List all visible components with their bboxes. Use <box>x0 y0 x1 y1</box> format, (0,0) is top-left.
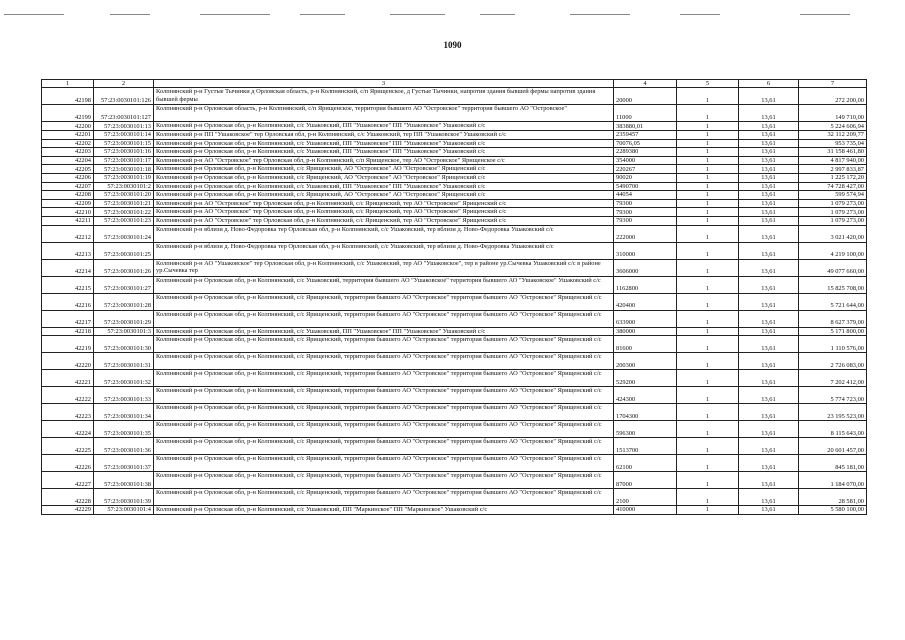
table-row <box>42 293 867 310</box>
cadastral-number: 57:23:0030101:20 <box>94 191 154 200</box>
rate-value: 13,61 <box>739 293 799 310</box>
rate-value: 13,61 <box>739 370 799 387</box>
cost-value: 74 728 427,00 <box>799 182 867 191</box>
cost-value: 5 224 606,94 <box>799 122 867 131</box>
area-value: 44054 <box>614 191 677 200</box>
column-header: 4 <box>614 80 677 88</box>
rate-value: 13,61 <box>739 472 799 489</box>
cadastral-number: 57:23:0030101:32 <box>94 370 154 387</box>
table-row <box>42 199 867 208</box>
area-value: 1513700 <box>614 438 677 455</box>
area-value: 87000 <box>614 472 677 489</box>
location-description: Колпнянский р-н Орловская обл, р-н Колпнянский, с/с Ярищенский, территория бывшего АО "Островское" территория бывшего АО "Островское" Ярищенский с/с <box>154 336 614 353</box>
rate-value: 13,61 <box>739 216 799 225</box>
rate-value: 13,61 <box>739 336 799 353</box>
cost-value: 23 195 523,00 <box>799 404 867 421</box>
cost-value: 7 202 412,00 <box>799 370 867 387</box>
cadastral-number: 57:23:0030101:18 <box>94 165 154 174</box>
location-description: Колпнянский р-н Орловская обл, р-н Колпнянский, с/с Ярищенский, территория бывшего АО "Островское" территория бывшего АО "Островское" Ярищенский с/с <box>154 489 614 506</box>
row-number: 42219 <box>42 336 94 353</box>
row-number: 42225 <box>42 438 94 455</box>
table-row <box>42 156 867 165</box>
count-value: 1 <box>677 276 739 293</box>
table-row <box>42 88 867 105</box>
cost-value: 28 581,00 <box>799 489 867 506</box>
cost-value: 8 627 379,00 <box>799 310 867 327</box>
rate-value: 13,61 <box>739 165 799 174</box>
count-value: 1 <box>677 139 739 148</box>
cadastral-number: 57:23:0030101:15 <box>94 139 154 148</box>
table-row <box>42 139 867 148</box>
cost-value: 149 710,00 <box>799 105 867 122</box>
area-value: 79300 <box>614 199 677 208</box>
location-description: Колпнянский р-н Орловская обл, р-н Колпнянский, с/с Ярищенский, АО "Островское" АО "Островское" Ярищенский с/с <box>154 191 614 200</box>
area-value: 380000 <box>614 327 677 336</box>
area-value: 2359457 <box>614 131 677 140</box>
table-row <box>42 208 867 217</box>
table-row <box>42 421 867 438</box>
row-number: 42212 <box>42 225 94 242</box>
cadastral-number: 57:23:0030101:31 <box>94 353 154 370</box>
cadastral-number: 57:23:0030101:14 <box>94 131 154 140</box>
area-value: 79300 <box>614 216 677 225</box>
rate-value: 13,61 <box>739 139 799 148</box>
row-number: 42210 <box>42 208 94 217</box>
cadastral-number: 57:23:0030101:34 <box>94 404 154 421</box>
row-number: 42205 <box>42 165 94 174</box>
column-header: 2 <box>94 80 154 88</box>
area-value: 2100 <box>614 489 677 506</box>
area-value: 310000 <box>614 242 677 259</box>
rate-value: 13,61 <box>739 199 799 208</box>
rate-value: 13,61 <box>739 455 799 472</box>
table-row <box>42 216 867 225</box>
rate-value: 13,61 <box>739 489 799 506</box>
rate-value: 13,61 <box>739 182 799 191</box>
rate-value: 13,61 <box>739 156 799 165</box>
rate-value: 13,61 <box>739 421 799 438</box>
cost-value: 1 079 273,00 <box>799 208 867 217</box>
row-number: 42220 <box>42 353 94 370</box>
cost-value: 5 580 100,00 <box>799 506 867 515</box>
table-header-row <box>42 80 867 88</box>
rate-value: 13,61 <box>739 105 799 122</box>
location-description: Колпнянский р-н Орловская обл, р-н Колпнянский, с/с Ярищенский, территория бывшего АО "Островское" территория бывшего АО "Островское" Ярищенский с/с <box>154 421 614 438</box>
count-value: 1 <box>677 310 739 327</box>
table-row <box>42 148 867 157</box>
table-row <box>42 105 867 122</box>
area-value: 222000 <box>614 225 677 242</box>
table-row <box>42 336 867 353</box>
area-value: 354000 <box>614 156 677 165</box>
location-description: Колпнянский р-н Орловская область, р-н Колпнянский, с/п Ярищенское, территория бывшего АО "Островское" территория бывшего АО "Островское" <box>154 105 614 122</box>
cost-value: 3 021 420,00 <box>799 225 867 242</box>
area-value: 20000 <box>614 88 677 105</box>
rate-value: 13,61 <box>739 438 799 455</box>
count-value: 1 <box>677 421 739 438</box>
cadastral-number: 57:23:0030101:38 <box>94 472 154 489</box>
table-row <box>42 387 867 404</box>
rate-value: 13,61 <box>739 506 799 515</box>
cadastral-number: 57:23:0030101:23 <box>94 216 154 225</box>
table-row <box>42 242 867 259</box>
row-number: 42200 <box>42 122 94 131</box>
count-value: 1 <box>677 327 739 336</box>
row-number: 42221 <box>42 370 94 387</box>
row-number: 42228 <box>42 489 94 506</box>
table-row <box>42 472 867 489</box>
count-value: 1 <box>677 370 739 387</box>
table-row <box>42 489 867 506</box>
cost-value: 1 225 172,20 <box>799 173 867 182</box>
table-row <box>42 370 867 387</box>
rate-value: 13,61 <box>739 122 799 131</box>
location-description: Колпнянский р-н Орловская обл, р-н Колпнянский, с/с Ушаковский, ПП "Ушаковское" ПП "Ушаковское" Ушаковский с/с <box>154 148 614 157</box>
count-value: 1 <box>677 455 739 472</box>
location-description: Колпнянский р-н Орловская обл, р-н Колпнянский, с/с Ярищенский, территория бывшего АО "Островское" территория бывшего АО "Островское" Ярищенский с/с <box>154 353 614 370</box>
row-number: 42226 <box>42 455 94 472</box>
area-value: 420400 <box>614 293 677 310</box>
cadastral-number: 57:23:0030101:17 <box>94 156 154 165</box>
cost-value: 2 997 833,87 <box>799 165 867 174</box>
area-value: 220267 <box>614 165 677 174</box>
area-value: 70076,05 <box>614 139 677 148</box>
location-description: Колпнянский р-н Орловская обл, р-н Колпнянский, с/с Ярищенский, территория бывшего АО "Островское" территория бывшего АО "Островское" Ярищенский с/с <box>154 387 614 404</box>
count-value: 1 <box>677 208 739 217</box>
row-number: 42227 <box>42 472 94 489</box>
location-description: Колпнянский р-н Орловская обл, р-н Колпнянский, с/с Ярищенский, территория бывшего АО "Островское" территория бывшего АО "Островское" Ярищенский с/с <box>154 370 614 387</box>
cadastral-number: 57:23:0030101:126 <box>94 88 154 105</box>
cost-value: 1 110 576,00 <box>799 336 867 353</box>
area-value: 90020 <box>614 173 677 182</box>
row-number: 42213 <box>42 242 94 259</box>
location-description: Колпнянский р-н Орловская обл, р-н Колпнянский, с/с Ярищенский, территория бывшего АО "Островское" территория бывшего АО "Островское" Ярищенский с/с <box>154 404 614 421</box>
area-value: 2289380 <box>614 148 677 157</box>
row-number: 42201 <box>42 131 94 140</box>
rate-value: 13,61 <box>739 191 799 200</box>
location-description: Колпнянский р-н АО "Островское" тер Орловская обл, р-н Колпнянский, с/п Ярищенское, тер АО "Островское" Ярищенское с/с <box>154 156 614 165</box>
location-description: Колпнянский р-н вблизи д. Ново-Федоровка тер Орловская обл, р-н Колпнянский, с/с Ушаковский, тер вблизи д. Ново-Федоровка Ушаковский с/с <box>154 225 614 242</box>
location-description: Колпнянский р-н АО "Островское" тер Орловская обл, р-н Колпнянский, с/с Ярищенский, тер АО "Островское" Ярищенский с/с <box>154 216 614 225</box>
cost-value: 5 774 723,00 <box>799 387 867 404</box>
location-description: Колпнянский р-н вблизи д. Ново-Федоровка тер Орловская обл, р-н Колпнянский, с/с Ушаковский, тер вблизи д. Ново-Федоровка Ушаковский с/с <box>154 242 614 259</box>
location-description: Колпнянский р-н Орловская обл, р-н Колпнянский, с/с Ярищенский, территория бывшего АО "Островское" территория бывшего АО "Островское" Ярищенский с/с <box>154 438 614 455</box>
cost-value: 1 184 070,00 <box>799 472 867 489</box>
table-row <box>42 122 867 131</box>
column-header: 3 <box>154 80 614 88</box>
cadastral-number: 57:23:0030101:36 <box>94 438 154 455</box>
area-value: 62100 <box>614 455 677 472</box>
location-description: Колпнянский р-н Орловская обл, р-н Колпнянский, с/с Ярищенский, АО "Островское" АО "Островское" Ярищенский с/с <box>154 165 614 174</box>
location-description: Колпнянский р-н Густые Тычинки д Орловская область, р-н Колпнянский, с/п Ярищенское, д Густые Тычинки, напротив здания бывшей фермы напротив здания бывшей фермы <box>154 88 614 105</box>
row-number: 42211 <box>42 216 94 225</box>
area-value: 529200 <box>614 370 677 387</box>
area-value: 79300 <box>614 208 677 217</box>
cadastral-number: 57:23:0030101:4 <box>94 506 154 515</box>
location-description: Колпнянский р-н Орловская обл, р-н Колпнянский, с/с Ушаковский, территория бывшего АО "Ушаковское" территория бывшего АО "Ушаковское" Ушаковский с/с <box>154 276 614 293</box>
area-value: 3606000 <box>614 259 677 276</box>
register-table <box>41 79 867 515</box>
area-value: 410000 <box>614 506 677 515</box>
count-value: 1 <box>677 472 739 489</box>
cost-value: 20 601 457,00 <box>799 438 867 455</box>
row-number: 42208 <box>42 191 94 200</box>
count-value: 1 <box>677 182 739 191</box>
location-description: Колпнянский р-н Орловская обл, р-н Колпнянский, с/с Ушаковский, ПП "Ушаковское" ПП "Ушаковское" Ушаковский с/с <box>154 327 614 336</box>
table-row <box>42 404 867 421</box>
location-description: Колпнянский р-н Орловская обл, р-н Колпнянский, с/с Ушаковский, ПП "Ушаковское" ПП "Ушаковское" Ушаковский с/с <box>154 139 614 148</box>
area-value: 200300 <box>614 353 677 370</box>
scan-artifacts <box>0 10 905 24</box>
area-value: 424300 <box>614 387 677 404</box>
count-value: 1 <box>677 156 739 165</box>
cadastral-number: 57:23:0030101:35 <box>94 421 154 438</box>
count-value: 1 <box>677 387 739 404</box>
cadastral-number: 57:23:0030101:13 <box>94 122 154 131</box>
cost-value: 845 181,00 <box>799 455 867 472</box>
cost-value: 599 574,94 <box>799 191 867 200</box>
area-value: 383880,01 <box>614 122 677 131</box>
row-number: 42223 <box>42 404 94 421</box>
cost-value: 1 079 273,00 <box>799 216 867 225</box>
count-value: 1 <box>677 353 739 370</box>
table-row <box>42 165 867 174</box>
cadastral-number: 57:23:0030101:28 <box>94 293 154 310</box>
cost-value: 953 735,04 <box>799 139 867 148</box>
cost-value: 4 219 100,00 <box>799 242 867 259</box>
cost-value: 32 112 209,77 <box>799 131 867 140</box>
rate-value: 13,61 <box>739 353 799 370</box>
cost-value: 49 077 660,00 <box>799 259 867 276</box>
cost-value: 5 171 800,00 <box>799 327 867 336</box>
location-description: Колпнянский р-н Орловская обл, р-н Колпнянский, с/с Ярищенский, территория бывшего АО "Островское" территория бывшего АО "Островское" Ярищенский с/с <box>154 310 614 327</box>
cadastral-number: 57:23:0030101:29 <box>94 310 154 327</box>
column-header: 5 <box>677 80 739 88</box>
cost-value: 15 825 708,00 <box>799 276 867 293</box>
column-header: 1 <box>42 80 94 88</box>
location-description: Колпнянский р-н АО "Ушаковское" тер Орловская обл, р-н Колпнянский, с/с Ушаковский, тер АО "Ушаковское", тер в районе ур.Сычевка Ушаковский с/с в районе ур.Сычевка тер <box>154 259 614 276</box>
count-value: 1 <box>677 216 739 225</box>
count-value: 1 <box>677 259 739 276</box>
row-number: 42203 <box>42 148 94 157</box>
row-number: 42206 <box>42 173 94 182</box>
area-value: 1162800 <box>614 276 677 293</box>
column-header: 7 <box>799 80 867 88</box>
location-description: Колпнянский р-н Орловская обл, р-н Колпнянский, с/с Ярищенский, территория бывшего АО "Островское" территория бывшего АО "Островское" Ярищенский с/с <box>154 455 614 472</box>
area-value: 596300 <box>614 421 677 438</box>
table-row <box>42 191 867 200</box>
table-row <box>42 173 867 182</box>
location-description: Колпнянский р-н ПП "Ушаковское" тер Орловская обл, р-н Колпнянский, с/с Ушаковский, тер ПП "Ушаковское" Ушаковский с/с <box>154 131 614 140</box>
cadastral-number: 57:23:0030101:26 <box>94 259 154 276</box>
row-number: 42224 <box>42 421 94 438</box>
cadastral-number: 57:23:0030101:22 <box>94 208 154 217</box>
cost-value: 2 726 083,00 <box>799 353 867 370</box>
cadastral-number: 57:23:0030101:33 <box>94 387 154 404</box>
location-description: Колпнянский р-н Орловская обл, р-н Колпнянский, с/с Ярищенский, территория бывшего АО "Островское" территория бывшего АО "Островское" Ярищенский с/с <box>154 293 614 310</box>
count-value: 1 <box>677 131 739 140</box>
area-value: 11000 <box>614 105 677 122</box>
row-number: 42214 <box>42 259 94 276</box>
rate-value: 13,61 <box>739 173 799 182</box>
count-value: 1 <box>677 199 739 208</box>
cost-value: 8 115 643,00 <box>799 421 867 438</box>
cadastral-number: 57:23:0030101:19 <box>94 173 154 182</box>
row-number: 42215 <box>42 276 94 293</box>
column-header: 6 <box>739 80 799 88</box>
table-row <box>42 259 867 276</box>
row-number: 42202 <box>42 139 94 148</box>
location-description: Колпнянский р-н Орловская обл, р-н Колпнянский, с/с Ярищенский, АО "Островское" АО "Островское" Ярищенский с/с <box>154 173 614 182</box>
row-number: 42217 <box>42 310 94 327</box>
location-description: Колпнянский р-н АО "Островское" тер Орловская обл, р-н Колпнянский, с/с Ярищенский, тер АО "Островское" Ярищенский с/с <box>154 199 614 208</box>
cost-value: 272 200,00 <box>799 88 867 105</box>
count-value: 1 <box>677 489 739 506</box>
count-value: 1 <box>677 404 739 421</box>
page-number: 1090 <box>443 40 462 50</box>
count-value: 1 <box>677 336 739 353</box>
row-number: 42198 <box>42 88 94 105</box>
area-value: 81600 <box>614 336 677 353</box>
row-number: 42216 <box>42 293 94 310</box>
cadastral-number: 57:23:0030101:39 <box>94 489 154 506</box>
rate-value: 13,61 <box>739 310 799 327</box>
location-description: Колпнянский р-н АО "Островское" тер Орловская обл, р-н Колпнянский, с/с Ярищенский, тер АО "Островское" Ярищенский с/с <box>154 208 614 217</box>
location-description: Колпнянский р-н Орловская обл, р-н Колпнянский, с/с Ярищенский, территория бывшего АО "Островское" территория бывшего АО "Островское" Ярищенский с/с <box>154 472 614 489</box>
rate-value: 13,61 <box>739 387 799 404</box>
cost-value: 1 079 273,00 <box>799 199 867 208</box>
rate-value: 13,61 <box>739 148 799 157</box>
location-description: Колпнянский р-н Орловская обл, р-н Колпнянский, с/с Ушаковский, ПП "Маркинское" ПП "Маркинское" Ушаковский с/с <box>154 506 614 515</box>
cadastral-number: 57:23:0030101:30 <box>94 336 154 353</box>
rate-value: 13,61 <box>739 259 799 276</box>
table-row <box>42 225 867 242</box>
cadastral-number: 57:23:0030101:127 <box>94 105 154 122</box>
count-value: 1 <box>677 506 739 515</box>
cadastral-number: 57:23:0030101:25 <box>94 242 154 259</box>
table-row <box>42 455 867 472</box>
table-row <box>42 327 867 336</box>
rate-value: 13,61 <box>739 225 799 242</box>
row-number: 42218 <box>42 327 94 336</box>
row-number: 42209 <box>42 199 94 208</box>
count-value: 1 <box>677 105 739 122</box>
table-row <box>42 506 867 515</box>
cadastral-number: 57:23:0030101:3 <box>94 327 154 336</box>
rate-value: 13,61 <box>739 88 799 105</box>
count-value: 1 <box>677 88 739 105</box>
cadastral-number: 57:23:0030101:37 <box>94 455 154 472</box>
row-number: 42204 <box>42 156 94 165</box>
cadastral-number: 57:23:0030101:2 <box>94 182 154 191</box>
rate-value: 13,61 <box>739 327 799 336</box>
location-description: Колпнянский р-н Орловская обл, р-н Колпнянский, с/с Ушаковский, ПП "Ушаковское" ПП "Ушаковское" Ушаковский с/с <box>154 122 614 131</box>
rate-value: 13,61 <box>739 208 799 217</box>
count-value: 1 <box>677 191 739 200</box>
table-row <box>42 310 867 327</box>
count-value: 1 <box>677 148 739 157</box>
count-value: 1 <box>677 225 739 242</box>
table-row <box>42 182 867 191</box>
rate-value: 13,61 <box>739 242 799 259</box>
table-row <box>42 438 867 455</box>
location-description: Колпнянский р-н Орловская обл, р-н Колпнянский, с/с Ушаковский, ПП "Ушаковское" ПП "Ушаковское" Ушаковский с/с <box>154 182 614 191</box>
rate-value: 13,61 <box>739 131 799 140</box>
area-value: 5490700 <box>614 182 677 191</box>
row-number: 42229 <box>42 506 94 515</box>
count-value: 1 <box>677 173 739 182</box>
cost-value: 5 721 644,00 <box>799 293 867 310</box>
cost-value: 31 158 461,80 <box>799 148 867 157</box>
rate-value: 13,61 <box>739 276 799 293</box>
cadastral-number: 57:23:0030101:24 <box>94 225 154 242</box>
cost-value: 4 817 940,00 <box>799 156 867 165</box>
count-value: 1 <box>677 293 739 310</box>
row-number: 42207 <box>42 182 94 191</box>
cadastral-number: 57:23:0030101:16 <box>94 148 154 157</box>
cadastral-number: 57:23:0030101:21 <box>94 199 154 208</box>
row-number: 42222 <box>42 387 94 404</box>
count-value: 1 <box>677 122 739 131</box>
count-value: 1 <box>677 165 739 174</box>
row-number: 42199 <box>42 105 94 122</box>
area-value: 633900 <box>614 310 677 327</box>
cadastral-number: 57:23:0030101:27 <box>94 276 154 293</box>
rate-value: 13,61 <box>739 404 799 421</box>
table-row <box>42 353 867 370</box>
table-row <box>42 276 867 293</box>
count-value: 1 <box>677 242 739 259</box>
area-value: 1704300 <box>614 404 677 421</box>
table-row <box>42 131 867 140</box>
count-value: 1 <box>677 438 739 455</box>
